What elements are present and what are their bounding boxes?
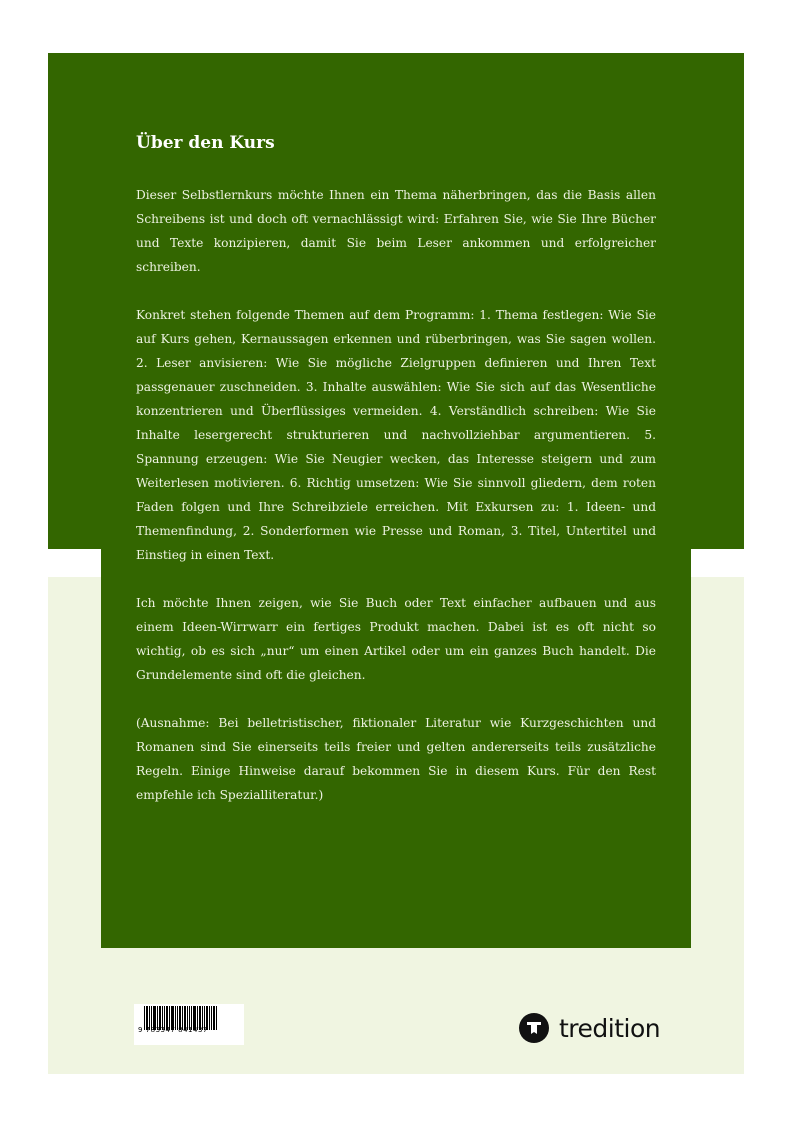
barcode-bar: [209, 1006, 210, 1030]
barcode-bar: [213, 1006, 215, 1030]
blurb-paragraph: Dieser Selbstlernkurs möchte Ihnen ein Thema näherbringen, das die Basis allen Schreibens ist und doch oft vernachlässigt wird: Erfahren Sie, wie Sie Ihre Bücher und Texte konzipieren, damit Sie beim Leser ankommen und erfolgreicher schreiben.: [136, 188, 656, 274]
blurb-paragraph: Konkret stehen folgende Themen auf dem Programm: 1. Thema festlegen: Wie Sie auf Kurs gehen, Kernaussagen erkennen und rüberbringen, was Sie sagen wollen. 2. Leser anvisieren: Wie Sie mögliche Zielgruppen definieren und Ihren Text passgenauer zuschneiden. 3. Inhalte auswählen: Wie Sie sich auf das Wesentliche konzentrieren und Überflüssiges vermeiden. 4. Verständlich schreiben: Wie Sie Inhalte lesergerecht strukturieren und nachvollziehbar argumentieren. 5. Spannung erzeugen: Wie Sie Neugier wecken, das Interesse steigern und zum Weiterlesen motivieren. 6. Richtig umsetzen: Wie Sie sinnvoll gliedern, dem roten Faden folgen und Ihre Schreibziele erreichen. Mit Exkursen zu: 1. Ideen- und Themenfindung, 2. Sonderformen wie Presse und Roman, 3. Titel, Untertitel und Einstieg in einen Text.: [136, 308, 656, 562]
blurb-paragraph: Ich möchte Ihnen zeigen, wie Sie Buch oder Text einfacher aufbauen und aus einem Ideen-Wirrwarr ein fertiges Produkt machen. Dabei ist es oft nicht so wichtig, ob es sich „nur“ um einen Artikel oder um ein ganzes Buch handelt. Die Grundelemente sind oft die gleichen.: [136, 596, 656, 682]
blurb-heading: Über den Kurs: [136, 133, 275, 153]
barcode-bar: [211, 1006, 212, 1030]
blurb: [136, 130, 656, 831]
barcode: [134, 1004, 244, 1045]
publisher-logo: [519, 1013, 660, 1043]
blurb-paragraph: (Ausnahme: Bei belletristischer, fiktionaler Literatur wie Kurzgeschichten und Romanen sind Sie einerseits teils freier und gelten andererseits teils zusätzliche Regeln. Einige Hinweise darauf bekommen Sie in diesem Kurs. Für den Rest empfehle ich Spezialliteratur.): [136, 716, 656, 802]
tredition-logo-icon: [519, 1013, 549, 1043]
barcode-digits: 9 783347 841437: [138, 1026, 208, 1034]
publisher-name: tredition: [559, 1013, 661, 1043]
barcode-bar: [216, 1006, 217, 1030]
